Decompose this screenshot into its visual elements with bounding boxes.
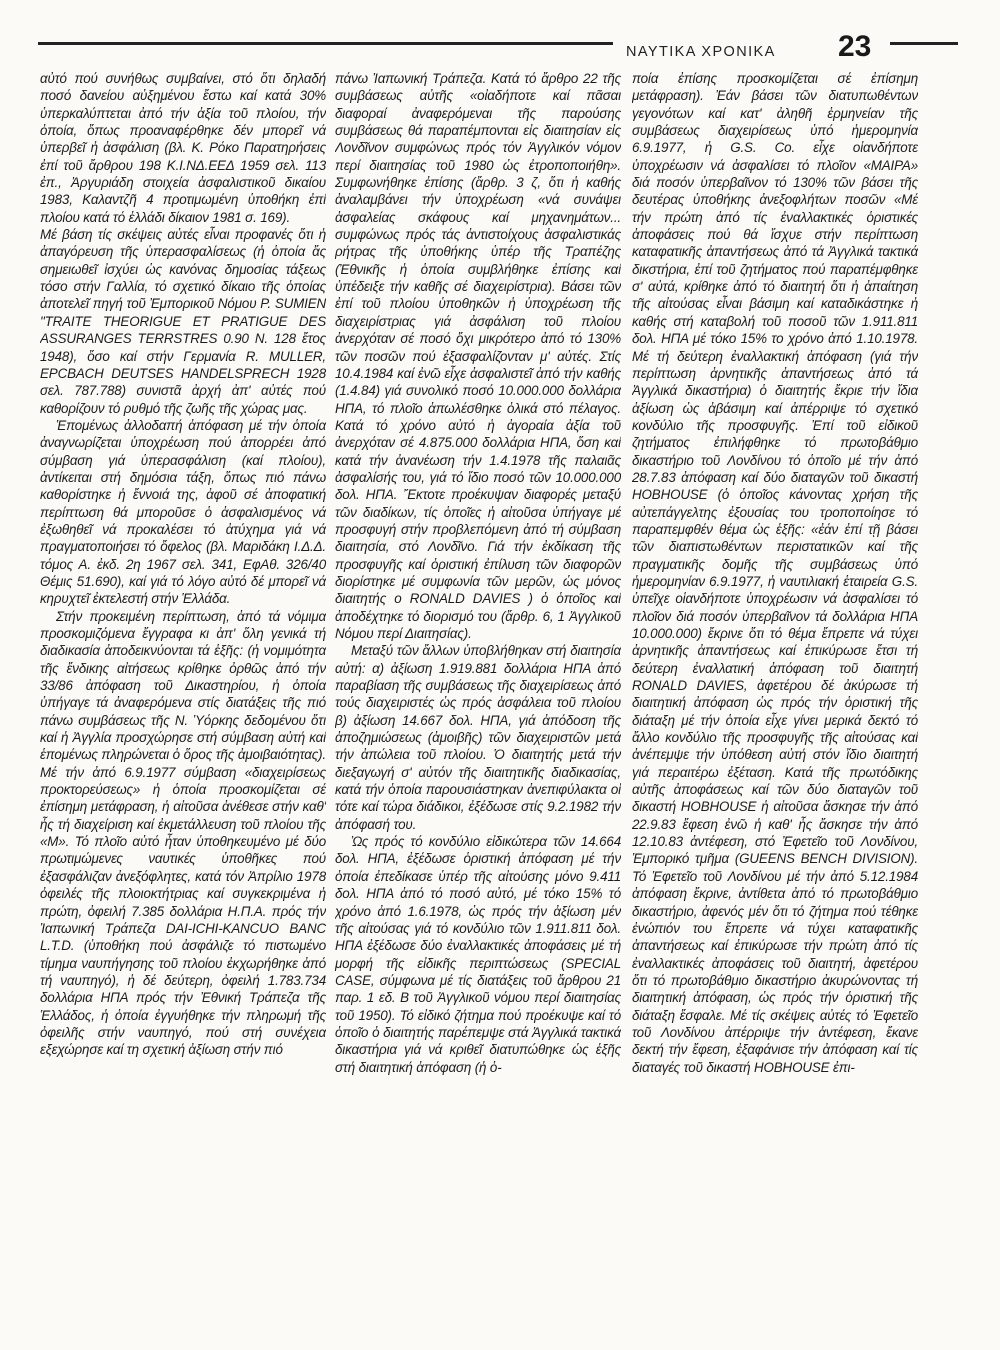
body-paragraph: Στήν προκειμένη περίπτωση, ἀπό τά νόμιμα προσκομιζόμενα ἔγγραφα κι ἀπ' ὅλη γενικά τή διαδικασία ἀποδεικνύονται τά ἑξῆς: (ἡ νομιμότητα τῆς ἔνδικης αἰτήσεως κρίθηκε ὀρθῶς ἀπό τήν 33/86 ἀπόφαση τοῦ Δικαστηρίου, ἡ ὁποία ὑπήγαγε τά ἀναφερόμενα στίς διατάξεις τῆς πιό πάνω συμβάσεως τῆς Ν. Ὑόρκης δεδομένου ὅτι καί ἡ Ἀγγλία προσχώρησε στή σύμβαση αὐτή καί ἑπομένως πληρώνεται ὁ ὅρος τῆς ἀμοιβαιότητας). Μέ τήν ἀπό 6.9.1977 σύμβαση «διαχειρίσεως προκτορεύσεως» ἡ ὁποία προσκομίζεται σέ ἐπίσημη μετάφραση, ἡ αἰτοῦσα ἀνέθεσε στήν καθ' ἧς τή διαχείριση καί ἐκμετάλλευση τοῦ πλοίου τῆς «Μ». Τό πλοῖο αὐτό ἦταν ὑποθηκευμένο μέ δύο πρωτιμώμενες ναυτικές ὑποθῆκες πού ἐξασφάλιζαν ἀνεξόφλητες, κατά τόν Ἀπρίλιο 1978 ὀφειλές τῆς πλοιοκτήτριας καί συγκεκριμένα ἡ πρώτη, ὀφειλή 7.385 δολλάρια Η.Π.Α. πρός τήν Ἰαπωνική Τράπεζα DAI-ICHI-KANCUO BANC L.T.D. (ὑποθήκη πού ἀσφάλιζε τό πιστωμένο τίμημα ναυπήγησης τοῦ πλοίου ἐκχωρήθηκε ἀπό τή ναυπηγό), ἡ δέ δεύτερη, ὀφειλή 1.783.734 δολλάρια ΗΠΑ πρός τήν Ἐθνική Τράπεζα τῆς Ἑλλάδος, ἡ ὁποία ἐγγυήθηκε τήν πληρωμή τῆς ὀφειλῆς στήν ναυπηγό, πού στή συνέχεια εξεχώρησε καί τη σχετική ἀξίωση στήν πιό	[40, 608, 326, 1058]
text-column-2	[335, 70, 621, 1332]
body-paragraph: Μέ βάση τίς σκέψεις αὐτές εἶναι προφανές ὅτι ἡ ἀπαγόρευση τῆς ὑπερασφαλίσεως (ἡ ὁποία ἄς σημειωθεῖ ἰσχύει ὡς κανόνας δημοσίας τάξεως τόσο στήν Γαλλία, τό σχετικό δίκαιο τῆς ὁποίας ἀποτελεῖ πηγή τοῦ Ἐμπορικοῦ Νόμου P. SUMIEN "TRAITE THEORIGUE ET PRATIGUE DES ASSURANGES TERRSTRES 0.90 N. 128 ἔτος 1948), ὅσο καί στήν Γερμανία R. MULLER, EPCBACH DEUTSES HANDELSPRECH 1928 σελ. 787.788) συνιστᾶ ἀρχή ἀπ' αὐτές πού καθορίζουν τό ρυθμό τῆς ζωῆς τῆς χώρας μας.	[40, 227, 326, 416]
page-number: 23	[838, 30, 872, 63]
body-paragraph: πάνω Ἰαπωνική Τράπεζα. Κατά τό ἄρθρο 22 τῆς συμβάσεως αὐτῆς «οἰαδήποτε καί πᾶσαι διαφοραί ἀναφερόμεναι τῆς παρούσης συμβάσεως θά παραπέμπονται εἰς διαιτησίαν εἰς Λονδῖνον συμφώνως πρός τόν Ἀγγλικόν νόμον περί διαιτησίας τοῦ 1980 ὡς ἐτροποποιήθη». Συμφωνήθηκε ἐπίσης (ἄρθρ. 3 ζ, ὅτι ἡ καθής ἀναλαμβάνει τήν ὑποχρέωση «νά συνάψει ἀσφαλείας σκάφους καί μηχανημάτων... συμφώνως πρός τάς ἀντιστοίχους ἀσφαλιστικάς ρήτρας τῆς ὑποθήκης ὑπέρ τῆς Τραπέζης (Ἐθνικῆς ἡ ὁποία συμβλήθηκε ἐπίσης καί ὑπέδειξε τήν καθῆς σέ διαχειρίστρια). Βάσει τῶν ἐπί τοῦ πλοίου ὑποθηκῶν ἡ ὑποχρέωση τῆς διαχειρίστριας γιά ἀσφάλιση τοῦ πλοίου ἀνερχόταν σέ ποσό ὄχι μικρότερο ἀπό τό 130% τῶν ποσῶν πού ἐξασφαλίζονταν μ' αὐτές. Στίς 10.4.1984 καί ἐνῶ εἶχε ἀσφαλιστεῖ ἀπό τήν καθής (1.4.84) γιά συνολικό ποσό 10.000.000 δολλάρια ΗΠΑ, τό πλοῖο ἀπωλέσθηκε ὁλικά στό πέλαγος. Κατά τό χρόνο αὐτό ἡ ἀγοραία ἀξία τοῦ ἀνερχόταν σέ 4.875.000 δολλάρια ΗΠΑ, ὅση καί κατά τήν ἀνανέωση τήν 1.4.1978 τῆς παλαιᾶς ἀσφαλίσής του, γιά τό ἴδιο ποσό τῶν 10.000.000 δολ. ΗΠΑ. Ἔκτοτε προέκυψαν διαφορές μεταξύ τῶν διαδίκων, τίς ὁποῖες ἡ αἰτοῦσα ὑπήγαγε μέ προσφυγή στήν προβλεπόμενη ἀπό τή σύμβαση διαιτησία, στό Λονδῖνο. Γιά τήν ἐκδίκαση τῆς προσφυγῆς καί ὁριστική ἐπίλυση τῶν διαφορῶν διορίστηκε μέ συμφωνία τῶν μερῶν, ὡς μόνος διαιτητής ο RONALD DAVIES ) ὁ ὁποῖος καί ἀποδέχτηκε τό διορισμό του (ἄρθρ. 6, 1 Ἀγγλικοῦ Νόμου περί Διαιτησίας).	[335, 71, 621, 641]
body-paragraph: Ὡς πρός τό κονδύλιο εἰδικώτερα τῶν 14.664 δολ. ΗΠΑ, ἐξέδωσε ὁριστική ἀπόφαση μέ τήν ὁποία ἐπεδίκασε ὑπέρ τῆς αἰτούσης μόνο 9.411 δολ. ΗΠΑ ἀπό τό ποσό αὐτό, μέ τόκο 15% τό χρόνο ἀπό 1.6.1978, ὡς πρός τήν ἀξίωση μέν τῆς αἰτούσας γιά τό κονδύλιο τῶν 1.911.811 δολ. ΗΠΑ ἐξέδωσε δύο ἐναλλακτικές ἀποφάσεις μέ τή μορφή τῆς εἰδικῆς περιπτώσεως (SPECIAL CASE, σύμφωνα μέ τίς διατάξεις τοῦ ἄρθρου 21 παρ. 1 εδ. Β τοῦ Ἀγγλικοῦ νόμου περί διαιτησίας τοῦ 1950). Τό εἰδικό ζήτημα πού προέκυψε καί τό ὁποῖο ὁ διαιτητής παρέπεμψε στά Ἀγγλικά τακτικά δικαστήρια γιά νά κριθεῖ διατυπώθηκε ὡς ἑξῆς στή διαιτητική ἀπόφαση (ἡ ὁ-	[335, 834, 621, 1075]
publication-name: ΝΑΥΤΙΚΑ ΧΡΟΝΙΚΑ	[626, 44, 776, 60]
page-header	[38, 28, 958, 68]
header-rule-right	[890, 42, 958, 45]
body-paragraph: αὐτό πού συνήθως συμβαίνει, στό ὅτι δηλαδή ποσό δανείου αὐξημένου ἔστω καί κατά 30% ὑπερκαλύπτεται ἀπό τήν ἀξία τοῦ πλοίου, τήν ὁποία, ὅπως προαναφέρθηκε δέν μπορεῖ νά ὑπερβεῖ ἡ ἀσφάλιση (βλ. Κ. Ρόκο Παρατηρήσεις ἐπί τοῦ ἄρθρου 198 Κ.Ι.ΝΔ.ΕΕΔ 1959 σελ. 113 ἐπ., Ἀργυριάδη στοιχεία ἀσφαλιστικοῦ δικαίου 1983, Καλαντζῆ 4 προτιμωμένη ὑποθήκη ἐπί πλοίου κατά τό ἑλλάδι δίκαιον 1981 σ. 169).	[40, 71, 326, 225]
header-rule-left	[38, 42, 613, 45]
body-paragraph: Ἑπομένως ἀλλοδαπή ἀπόφαση μέ τήν ὁποία ἀναγνωρίζεται ὑποχρέωση πού ἀπορρέει ἀπό σύμβαση γιά ὑπερασφάλιση (καί πλοίου), ἀντίκειται στή δημόσια τάξη, ὅπως πιό πάνω καθορίστηκε ἡ ἔννοιά της, ἀφοῦ σέ ἀποφατική περίπτωση θά μποροῦσε ὁ ἀσφαλισμένος νά ἐξωθηθεῖ νά προκαλέσει τό ἀτύχημα γιά νά πραγματοποιήσει τό ὄφελος (βλ. Μαριδάκη Ι.Δ.Δ. τόμος Α. ἐκδ. 2η 1967 σελ. 341, ΕφΑθ. 326/40 Θέμις 51.690), καί γιά τό λόγο αὐτό δέ μπορεῖ νά κηρυχτεῖ ἐκτελεστή στήν Ἑλλάδα.	[40, 417, 326, 607]
body-paragraph: ποία ἐπίσης προσκομίζεται σέ ἐπίσημη μετάφραση). Ἐάν βάσει τῶν διατυπωθέντων γεγονότων καί κατ' ἀληθῆ ἑρμηνείαν τῆς συμβάσεως διαχειρίσεως ὑπό ἡμερομηνία 6.9.1977, ἡ G.S. Co. εἶχε οἱανδήποτε ὑποχρέωσιν νά ἀσφαλίσει τό πλοῖον «ΜΑΙΡΑ» διά ποσόν ὑπερβαῖνον τό 130% τῶν βάσει τῆς δευτέρας ὑποθήκης ἀνεξοφλήτων ποσῶν «Μέ τήν πρώτη ἀπό τίς ἐναλλακτικές ὁριστικές ἀποφάσεις πού θά ἴσχυε στήν περίπτωση καταφατικῆς ἀπαντήσεως ἀπό τά Ἀγγλικά τακτικά δικστήρια, ἐπί τοῦ ζητήματος πού παραπέμφθηκε σ' αὐτά, κρίθηκε ἀπό τό διαιτητή ὅτι ἡ ἀπαίτηση τῆς αἰτούσας εἶναι βάσιμη καί καταδικάστηκε ἡ καθής στή καταβολή τοῦ ποσοῦ τῶν 1.911.811 δολ. ΗΠΑ μέ τόκο 15% το χρόνο ἀπό 1.10.1978. Μέ τή δεύτερη ἐναλλακτική ἀπόφαση (γιά τήν περίπτωση ἀρνητικῆς ἀπαντήσεως ἀπό τά Ἀγγλικά δικαστήρια) ὁ διαιτητής ἔκριε τήν ἴδια ἀξίωση ὡς ἀβάσιμη καί ἀπέρριψε τό σχετικό κονδύλιο τῆς προσφυγῆς. Ἐπί τοῦ εἰδικοῦ ζητήματος ἐπιλήφθηκε τό πρωτοβάθμιο δικαστήριο τοῦ Λονδίνου τό ὁποῖο μέ τήν ἀπό 28.7.83 ἀπόφαση καί δύο διαταγῶν τοῦ δικαστή HOBHOUSE (ὁ ὁποῖος κάνοντας χρήση τῆς αὐτεπάγγελτης ἐξουσίας του τροποποίησε τό παραπεμφθέν θέμα ὡς ἑξῆς: «ἐάν ἐπί τῇ βάσει τῶν διαπιστωθέντων περιστατικῶν καί τῆς πραγματικῆς δομῆς τῆς συμβάσεως ὑπό ἡμερομηνίαν 6.9.1977, ἡ ναυτιλιακή ἑταιρεία G.S. ὑπεῖχε οἱανδήποτε ὑποχρέωσιν νά ἀσφαλίσει τό πλοῖον διά ποσόν ὑπερβαῖνον τά δολλάρια ΗΠΑ 10.000.000) ἔκρινε ὅτι τό θέμα ἔπρεπε νά τύχει ἀρνητικῆς ἀπαντήσεως καί ἐπικύρωσε ἔτσι τή δεύτερη ἐναλλατική ἀπόφαση τοῦ διαιτητή RONALD DAVIES, ἀφετέρου δέ ἀκύρωσε τή διαιτητική ἀπόφαση ὡς πρός τήν ὁριστική τῆς διάταξη μέ τήν ὁποία εἶχε γίνει μερικά δεκτό τό ἄλλο κονδύλιο τῆς προσφυγῆς τῆς αἰτούσας καί ἀνέπεμψε τήν ὑπόθεση αὐτή στόν ἴδιο διαιτητή γιά περαιτέρω ἐξέταση. Κατά τῆς πρωτόδικης αὐτῆς ἀποφάσεως καί τῶν δύο διαταγῶν τοῦ δικαστή HOBHOUSE ἡ αἰτοῦσα ἄσκησε τήν ἀπό 22.9.83 ἔφεση ἐνῶ ἡ καθ' ἧς ἄσκησε τήν ἀπό 12.10.83 ἀντέφεση, στό Ἐφετεῖο τοῦ Λονδίνου, Ἐμπορικό τμῆμα (GUEENS BENCH DIVISION). Τό Ἐφετεῖο τοῦ Λονδίνου μέ τήν ἀπό 5.12.1984 ἀπόφαση ἔκρινε, ἀντίθετα ἀπό τό πρωτοβάθμιο δικαστήριο, ἀφενός μέν ὅτι τό ζήτημα πού τέθηκε ἐνώπιόν του ἔπρεπε νά τύχει καταφατικῆς ἀπαντήσεως καί ἐπικύρωσε τήν πρώτη ἀπό τίς ἐναλλακτικές ἀποφάσεις τοῦ διαιτητή, ἀφετέρου ὅτι τό πρωτοβάθμιο δικαστήριο ἀκυρώνοντας τή διαιτητική ἀπόφαση, ὡς πρός τήν ὁριστική τῆς διάταξη ἔσφαλε. Μέ τίς σκέψεις αὐτές τό Ἐφετεῖο τοῦ Λονδίνου ἀπέρριψε τήν ἀντέφεση, ἔκανε δεκτή τήν ἔφεση, ἐξαφάνισε τήν ἀπόφαση καί τίς διαταγές τοῦ δικαστή HOBHOUSE ἐπι-	[632, 71, 918, 1075]
body-paragraph: Μεταξύ τῶν ἄλλων ὑποβλήθηκαν στή διαιτησία αὐτή: α) ἀξίωση 1.919.881 δολλάρια ΗΠΑ ἀπό παραβίαση τῆς συμβάσεως τῆς διαχειρίσεως ἀπό τούς διαχειριστές ὡς πρός ἀσφάλεια τοῦ πλοίου β) ἀξίωση 14.667 δολ. ΗΠΑ, γιά ἀπόδοση τῆς ἀποζημιώσεως (ἀμοιβῆς) τῶν διαχειριστῶν μετά τήν ἀπώλεια τοῦ πλοίου. Ὁ διαιτητής μετά τήν διεξαγωγή σ' αὐτόν τῆς διαιτητικῆς διαδικασίας, κατά τήν ὁποία παρουσιάστηκαν ἀνεπιφύλακτα οἱ τότε καί τώρα διάδικοι, ἐξέδωσε στίς 9.2.1982 τήν ἀπόφασή του.	[335, 643, 621, 832]
text-column-3	[632, 70, 918, 1332]
text-column-1	[40, 70, 326, 1332]
